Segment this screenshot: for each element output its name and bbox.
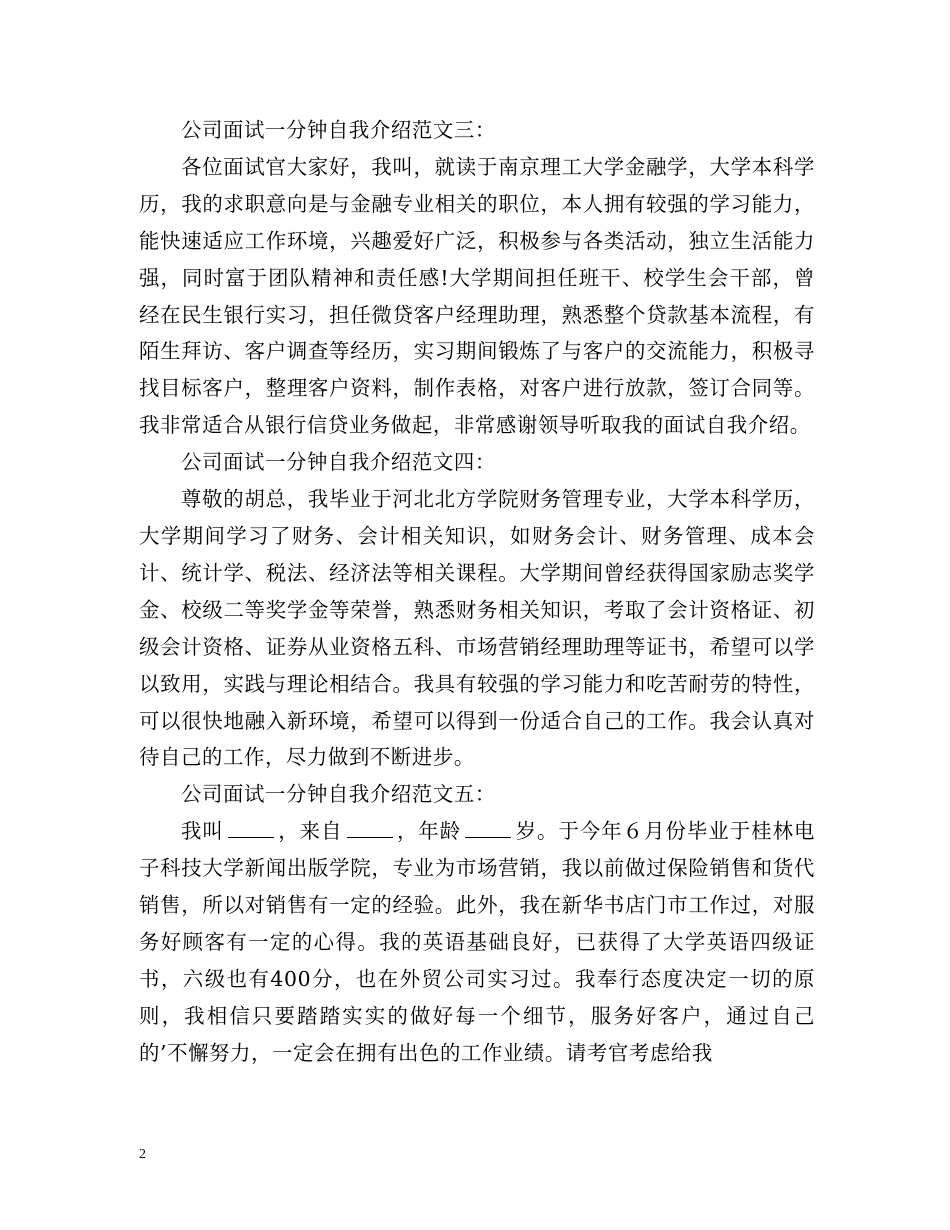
document-body bbox=[139, 112, 815, 1072]
text-segment-body: 岁。于今年６月份毕业于桂林电子科技大学新闻出版学院，专业为市场营销，我以前做过保险销售和货代销售，所以对销售有一定的经验。此外，我在新华书店门市工作过，对服务好顾客有一定的心得。我的英语基础良好，已获得了大学英语四级证书，六级也有400分，也在外贸公司实习过。我奉行态度决定一切的原则，我相信只要踏踏实实的做好每一个细节，服务好客户，通过自己的’不懈努力，一定会在拥有出色的工作业绩。请考官考虑给我 bbox=[139, 819, 815, 1065]
paragraph-intro-4: 尊敬的胡总，我毕业于河北北方学院财务管理专业，大学本科学历，大学期间学习了财务、会计相关知识，如财务会计、财务管理、成本会计、统计学、税法、经济法等相关课程。大学期间曾经获得国家励志奖学金、校级二等奖学金等荣誉，熟悉财务相关知识，考取了会计资格证、初级会计资格、证券从业资格五科、市场营销经理助理等证书，希望可以学以致用，实践与理论相结合。我具有较强的学习能力和吃苦耐劳的特性，可以很快地融入新环境，希望可以得到一份适合自己的工作。我会认真对待自己的工作，尽力做到不断进步。 bbox=[139, 487, 815, 770]
paragraph-intro-5 bbox=[139, 813, 815, 1071]
text-segment-name-label: 我叫 bbox=[181, 819, 224, 844]
section-heading-5: 公司面试一分钟自我介绍范文五： bbox=[181, 782, 496, 807]
blank-age-field bbox=[465, 815, 511, 838]
page-number: 2 bbox=[139, 1147, 146, 1162]
text-segment-age-label: ，年龄 bbox=[396, 819, 462, 844]
paragraph-intro-3: 各位面试官大家好，我叫，就读于南京理工大学金融学，大学本科学历，我的求职意向是与金融专业相关的职位，本人拥有较强的学习能力，能快速适应工作环境，兴趣爱好广泛，积极参与各类活动，独立生活能力强，同时富于团队精神和责任感!大学期间担任班干、校学生会干部，曾经在民生银行实习，担任微贷客户经理助理，熟悉整个贷款基本流程，有陌生拜访、客户调查等经历，实习期间锻炼了与客户的交流能力，积极寻找目标客户，整理客户资料，制作表格，对客户进行放款，签订合同等。我非常适合从银行信贷业务做起，非常感谢领导听取我的面试自我介绍。 bbox=[139, 154, 815, 438]
section-heading-4: 公司面试一分钟自我介绍范文四： bbox=[181, 450, 496, 475]
text-segment-origin-label: ，来自 bbox=[277, 819, 343, 844]
section-heading-3: 公司面试一分钟自我介绍范文三： bbox=[181, 118, 496, 142]
blank-origin-field bbox=[347, 815, 393, 838]
blank-name-field bbox=[228, 815, 274, 838]
